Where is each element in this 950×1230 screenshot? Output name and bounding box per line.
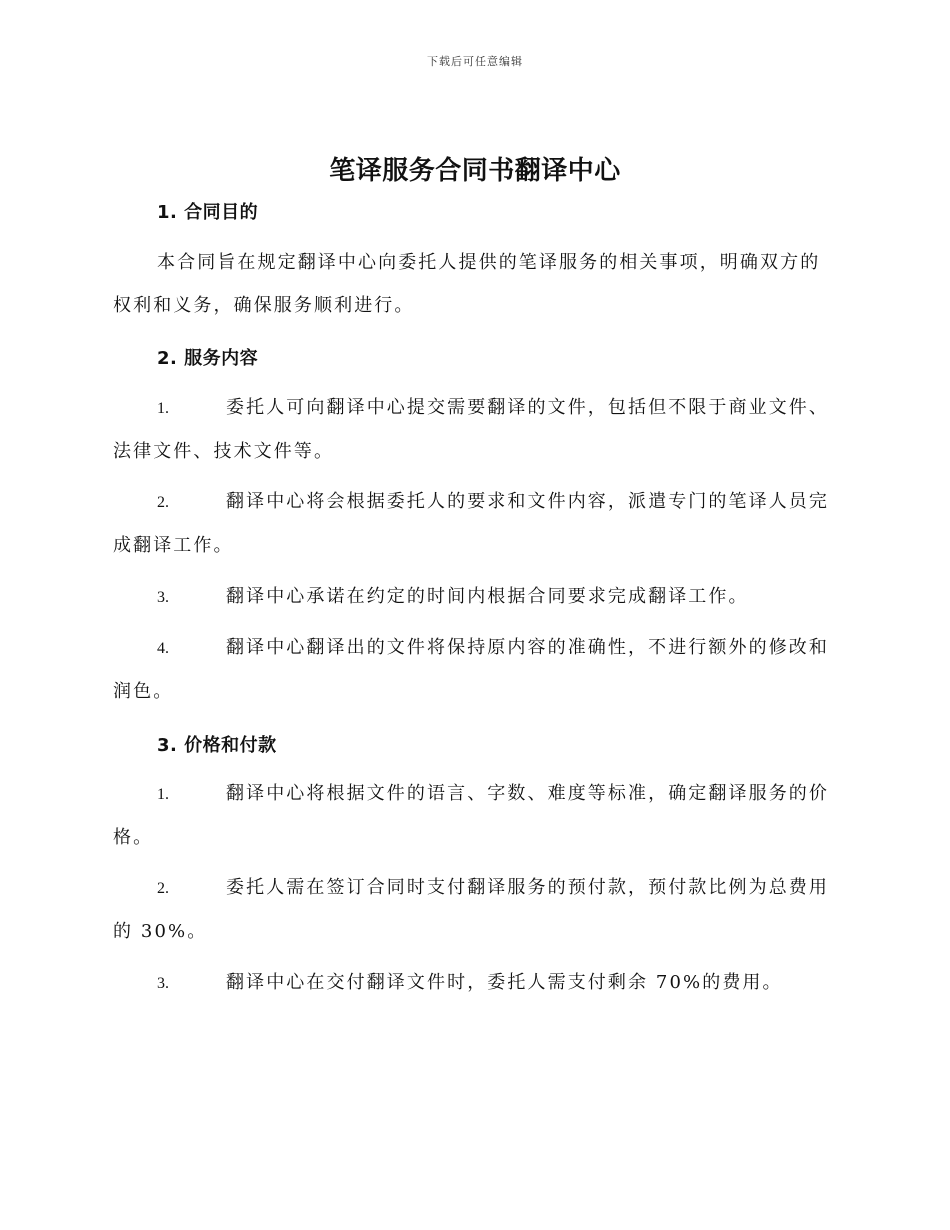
list-item-number: 1. — [157, 400, 169, 417]
section-heading-purpose: 1. 合同目的 — [157, 202, 259, 223]
list-item — [113, 626, 835, 713]
list-item — [113, 772, 835, 859]
list-item-number: 1. — [157, 786, 169, 803]
list-item-number: 2. — [157, 880, 169, 897]
document-title: 笔译服务合同书翻译中心 — [329, 156, 621, 186]
list-item-text: 委托人需在签订合同时支付翻译服务的预付款，预付款比例为总费用的 30%。 — [113, 877, 829, 942]
list-item-number: 3. — [157, 589, 169, 606]
section-heading-services: 2. 服务内容 — [157, 348, 259, 369]
list-item-number: 4. — [157, 640, 169, 657]
list-item-number: 2. — [157, 494, 169, 511]
section-heading-pricing: 3. 价格和付款 — [157, 735, 277, 756]
list-item-text: 委托人可向翻译中心提交需要翻译的文件，包括但不限于商业文件、法律文件、技术文件等。 — [113, 397, 829, 462]
list-item — [113, 575, 835, 619]
list-item-text: 翻译中心在交付翻译文件时，委托人需支付剩余 70%的费用。 — [226, 972, 783, 993]
list-item — [113, 480, 835, 567]
list-item — [113, 386, 835, 473]
page-header-note: 下载后可任意编辑 — [427, 55, 523, 68]
paragraph-text: 本合同旨在规定翻译中心向委托人提供的笔译服务的相关事项，明确双方的权利和义务，确保服务顺利进行。 — [113, 252, 821, 316]
section-paragraph-purpose — [113, 241, 835, 327]
list-item — [113, 961, 835, 1005]
list-item-number: 3. — [157, 975, 169, 992]
list-item-text: 翻译中心翻译出的文件将保持原内容的准确性，不进行额外的修改和润色。 — [113, 637, 829, 702]
list-item-text: 翻译中心将根据文件的语言、字数、难度等标准，确定翻译服务的价格。 — [113, 783, 829, 848]
list-item-text: 翻译中心将会根据委托人的要求和文件内容，派遣专门的笔译人员完成翻译工作。 — [113, 491, 829, 556]
list-item-text: 翻译中心承诺在约定的时间内根据合同要求完成翻译工作。 — [226, 586, 749, 607]
list-item — [113, 866, 835, 953]
